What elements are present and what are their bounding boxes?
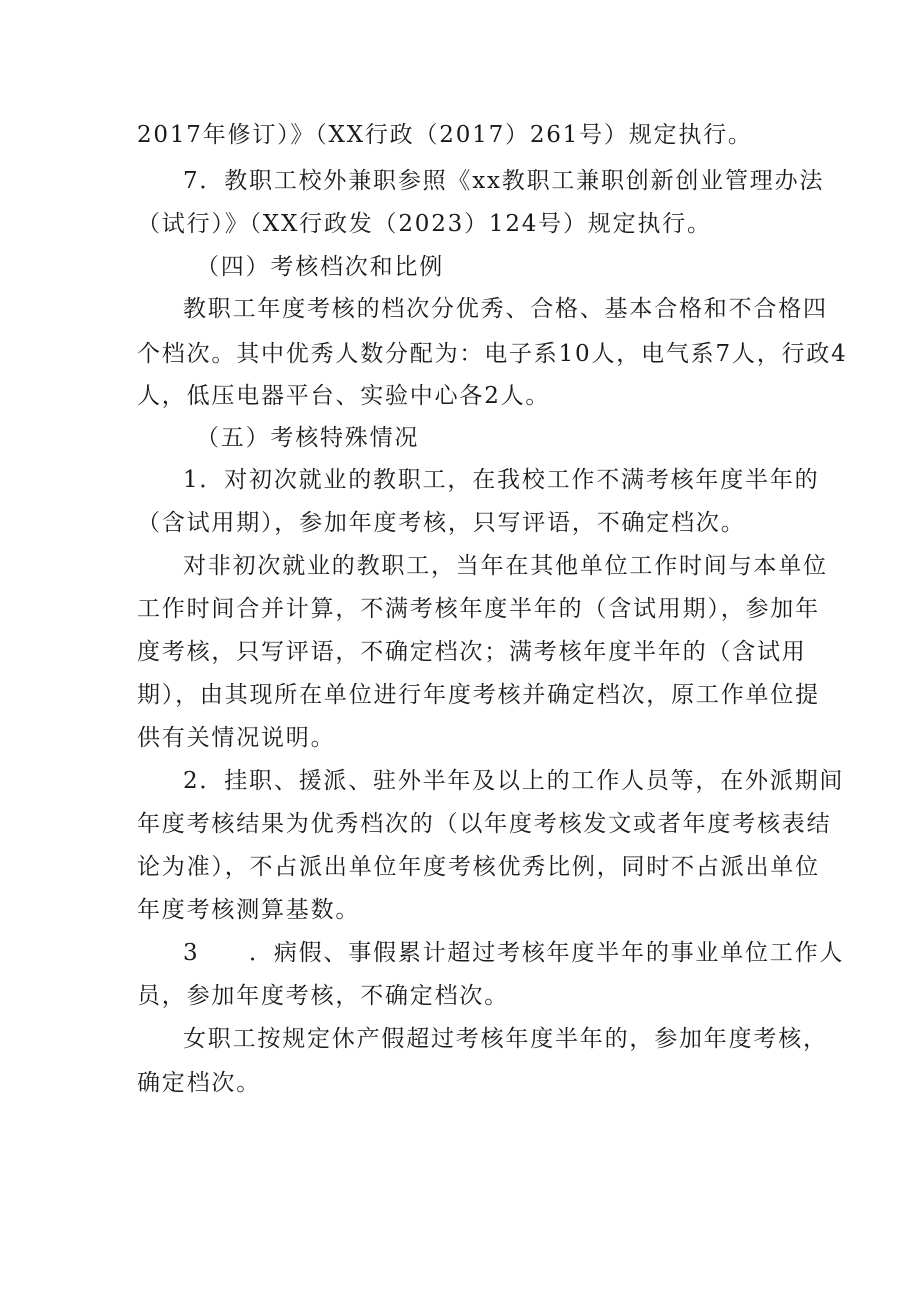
paragraph-line: 对非初次就业的教职工，当年在其他单位工作时间与本单位 bbox=[183, 553, 828, 579]
paragraph-line: 人，低压电器平台、实验中心各2人。 bbox=[137, 383, 551, 409]
paragraph-line: 7．教职工校外兼职参照《xx教职工兼职创新创业管理办法 bbox=[183, 168, 825, 194]
paragraph-line: （试行）》（XX行政发（2023）124号）规定执行。 bbox=[137, 211, 712, 237]
paragraph-line: 个档次。其中优秀人数分配为：电子系10人，电气系7人，行政4 bbox=[137, 341, 848, 367]
paragraph-line: 工作时间合并计算，不满考核年度半年的（含试用期），参加年 bbox=[137, 596, 820, 622]
paragraph-line: 教职工年度考核的档次分优秀、合格、基本合格和不合格四 bbox=[183, 296, 828, 322]
paragraph-line: 年度考核结果为优秀档次的（以年度考核发文或者年度考核表结 bbox=[137, 811, 832, 837]
section-heading-five: （五）考核特殊情况 bbox=[196, 425, 420, 451]
paragraph-line: 度考核，只写评语，不确定档次；满考核年度半年的（含试用 bbox=[137, 639, 807, 665]
section-heading-four: （四）考核档次和比例 bbox=[196, 254, 444, 280]
paragraph-line: 女职工按规定休产假超过考核年度半年的，参加年度考核， bbox=[183, 1026, 828, 1052]
paragraph-line: 2．挂职、援派、驻外半年及以上的工作人员等，在外派期间 bbox=[183, 768, 845, 794]
paragraph-line: （含试用期），参加年度考核，只写评语，不确定档次。 bbox=[137, 510, 746, 536]
paragraph-line: 员，参加年度考核，不确定档次。 bbox=[137, 983, 509, 1009]
paragraph-line: 年度考核测算基数。 bbox=[137, 897, 361, 923]
paragraph-line: 供有关情况说明。 bbox=[137, 725, 336, 751]
paragraph-line: 3 ．病假、事假累计超过考核年度半年的事业单位工作人 bbox=[183, 940, 845, 966]
paragraph-line: 期），由其现所在单位进行年度考核并确定档次，原工作单位提 bbox=[137, 682, 820, 708]
paragraph-line: 1．对初次就业的教职工，在我校工作不满考核年度半年的 bbox=[183, 467, 820, 493]
paragraph-line: 确定档次。 bbox=[137, 1070, 261, 1096]
paragraph-line: 论为准），不占派出单位年度考核优秀比例，同时不占派出单位 bbox=[137, 854, 820, 880]
paragraph-line: 2017年修订）》（XX行政（2017）261号）规定执行。 bbox=[137, 122, 753, 148]
